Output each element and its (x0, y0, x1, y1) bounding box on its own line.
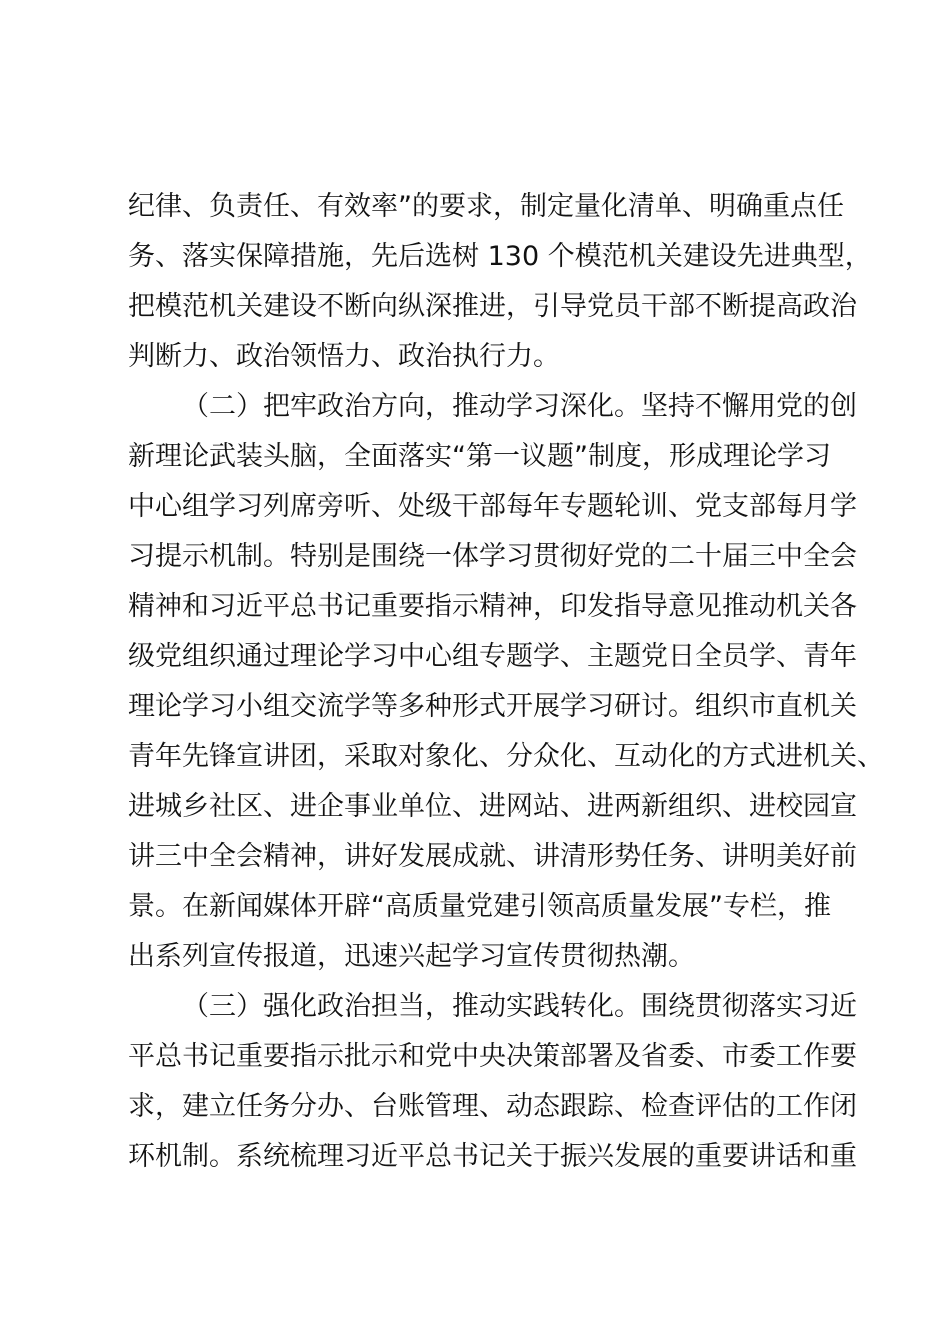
text-line: 新理论武装头脑，全面落实“第一议题”制度，形成理论学习 (128, 441, 831, 472)
paragraph-heading-line: （三）强化政治担当，推动实践转化。围绕贯彻落实习近 (182, 991, 857, 1022)
text-line: 景。在新闻媒体开辟“高质量党建引领高质量发展”专栏，推 (128, 891, 831, 922)
text-line: 进城乡社区、进企事业单位、进网站、进两新组织、进校园宣 (128, 791, 857, 822)
text-line: 求，建立任务分办、台账管理、动态跟踪、检查评估的工作闭 (128, 1091, 857, 1122)
text-line: 理论学习小组交流学等多种形式开展学习研讨。组织市直机关 (128, 691, 857, 722)
text-line: 把模范机关建设不断向纵深推进，引导党员干部不断提高政治 (128, 291, 857, 322)
text-line: 纪律、负责任、有效率”的要求，制定量化清单、明确重点任 (128, 191, 844, 222)
text-line: 务、落实保障措施，先后选树 130 个模范机关建设先进典型， (128, 241, 872, 272)
text-line: 精神和习近平总书记重要指示精神，印发指导意见推动机关各 (128, 591, 857, 622)
text-line: 青年先锋宣讲团，采取对象化、分众化、互动化的方式进机关、 (128, 741, 884, 772)
text-line: 判断力、政治领悟力、政治执行力。 (128, 341, 560, 372)
text-line: 中心组学习列席旁听、处级干部每年专题轮训、党支部每月学 (128, 491, 857, 522)
paragraph-heading-line: （二）把牢政治方向，推动学习深化。坚持不懈用党的创 (182, 391, 857, 422)
text-line: 习提示机制。特别是围绕一体学习贯彻好党的二十届三中全会 (128, 541, 857, 572)
text-line: 出系列宣传报道，迅速兴起学习宣传贯彻热潮。 (128, 941, 695, 972)
text-line: 讲三中全会精神，讲好发展成就、讲清形势任务、讲明美好前 (128, 841, 857, 872)
text-line: 平总书记重要指示批示和党中央决策部署及省委、市委工作要 (128, 1041, 857, 1072)
text-line: 级党组织通过理论学习中心组专题学、主题党日全员学、青年 (128, 641, 857, 672)
text-line: 环机制。系统梳理习近平总书记关于振兴发展的重要讲话和重 (128, 1141, 857, 1172)
